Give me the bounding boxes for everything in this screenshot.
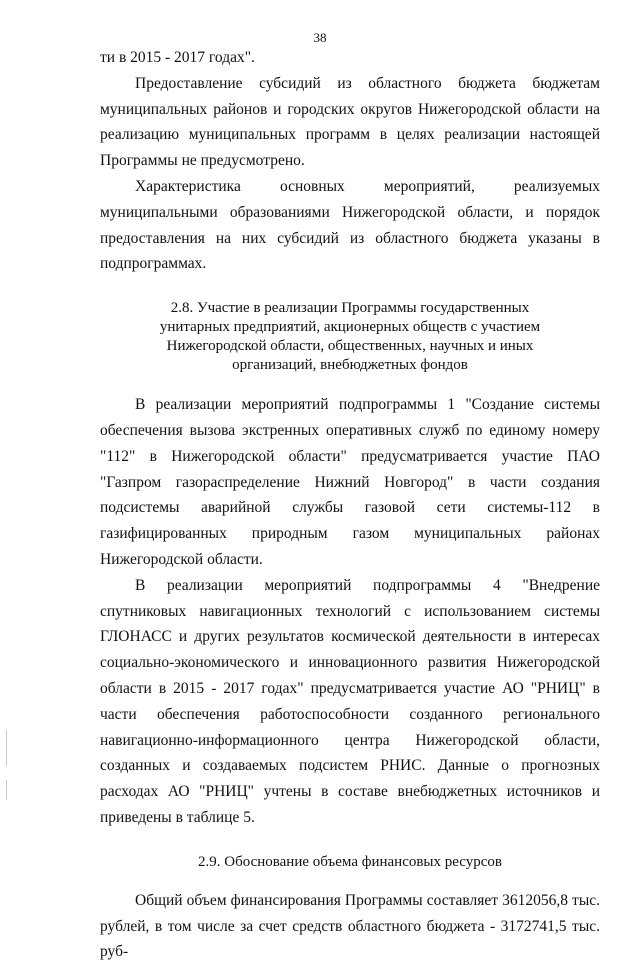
section-heading-2-8: 2.8. Участие в реализации Программы государственных унитарных предприятий, акционерных обществ с участием Нижегородской области, общественных, научных и иных организаций, внебюджетных фондов — [159, 300, 541, 374]
scan-edge-mark-top — [6, 730, 7, 766]
paragraph-characteristics: Характеристика основных мероприятий, реализуемых муниципальными образованиями Нижегородской области, и порядок предоставления на них субсидий из областного бюджета указаны в подпрограммах. — [100, 177, 600, 273]
paragraph-subprogram-1: В реализации мероприятий подпрограммы 1 "Создание системы обеспечения вызова экстренных оперативных служб по единому номеру "112" в Нижегородской области" предусматривается участие ПАО "Газпром газораспределение Нижний Новгород" в части создания подсистемы аварийной службы газовой сети системы-112 в газифицированных природным газом муниципальных районах Нижегородской области. — [100, 396, 600, 568]
paragraph-financing: Общий объем финансирования Программы составляет 3612056,8 тыс. рублей, в том числе за счет средств областного бюджета - 3172741,5 тыс. руб- — [100, 891, 600, 961]
section-heading-2-9: 2.9. Обоснование объема финансовых ресурсов — [197, 853, 502, 870]
document-body — [100, 45, 600, 965]
page-number: 38 — [313, 30, 327, 45]
paragraph-subprogram-4: В реализации мероприятий подпрограммы 4 "Внедрение спутниковых навигационных технологий с использованием системы ГЛОНАСС и других результатов космической деятельности в интересах социально-экономического и инновационного развития Нижегородской области в 2015 - 2017 годах" предусматривается участие АО "РНИЦ" в части обеспечения работоспособности созданного регионального навигационно-информационного центра Нижегородской области, созданных и создаваемых подсистем РНИС. Данные о прогнозных расходах АО "РНИЦ" учтены в составе внебюджетных источников и приведены в таблице 5. — [100, 576, 600, 826]
scan-edge-mark-bottom — [6, 780, 7, 800]
paragraph-continuation: ти в 2015 - 2017 годах". — [100, 49, 255, 66]
paragraph-subsidies: Предоставление субсидий из областного бюджета бюджетам муниципальных районов и городских округов Нижегородской области на реализацию муниципальных программ в целях реализации настоящей Программы не предусмотрено. — [100, 74, 600, 170]
